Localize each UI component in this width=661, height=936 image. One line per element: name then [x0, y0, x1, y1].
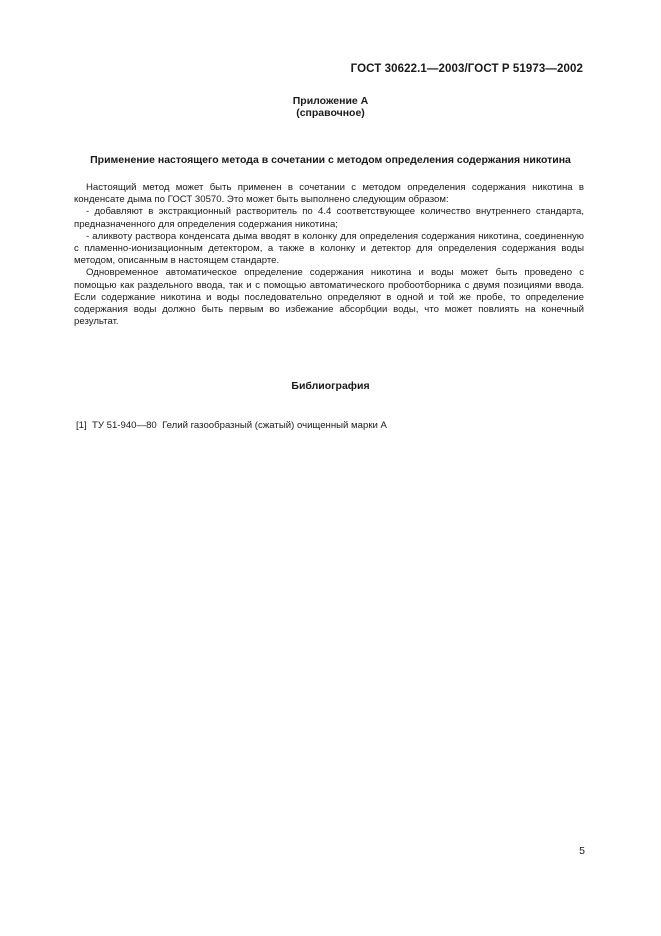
bibliography-title: Библиография: [291, 380, 370, 392]
appendix-subtitle: (справочное): [296, 107, 365, 119]
appendix-heading: [0, 95, 661, 119]
appendix-title: Приложение А: [292, 95, 369, 107]
section-title: Применение настоящего метода в сочетании с методом определения содержания никотина: [90, 154, 571, 166]
paragraph: Одновременное автоматическое определение содержания никотина и воды может быть проведено с помощью как раздельного ввода, так и с помощью автоматического пробоотборника с двумя позициями ввода. Если содержание никотина и воды последовательно определяют в одной и той же пробе, то определение содержания воды должно быть первым во избежание абсорбции воды, что может повлиять на конечный результат.: [74, 267, 584, 328]
standard-header: ГОСТ 30622.1—2003/ГОСТ Р 51973—2002: [350, 63, 583, 75]
page-number: 5: [579, 845, 585, 857]
paragraph: Настоящий метод может быть применен в сочетании с методом определения содержания никотина в конденсате дыма по ГОСТ 30570. Это может быть выполнено следующим образом:: [74, 182, 584, 206]
paragraph: - добавляют в экстракционный растворитель по 4.4 соответствующее количество внутреннего стандарта, предназначенного для определения содержания никотина;: [74, 206, 584, 230]
paragraph: - аликвоту раствора конденсата дыма вводят в колонку для определения содержания никотина, соединенную с пламенно-ионизационным детектором, а также в колонку и детектор для определения содержания воды методом, описанным в настоящем стандарте.: [74, 230, 584, 267]
section-body: [74, 182, 584, 328]
bibliography-entry: [1] ТУ 51-940—80 Гелий газообразный (сжатый) очищенный марки А: [76, 420, 387, 431]
